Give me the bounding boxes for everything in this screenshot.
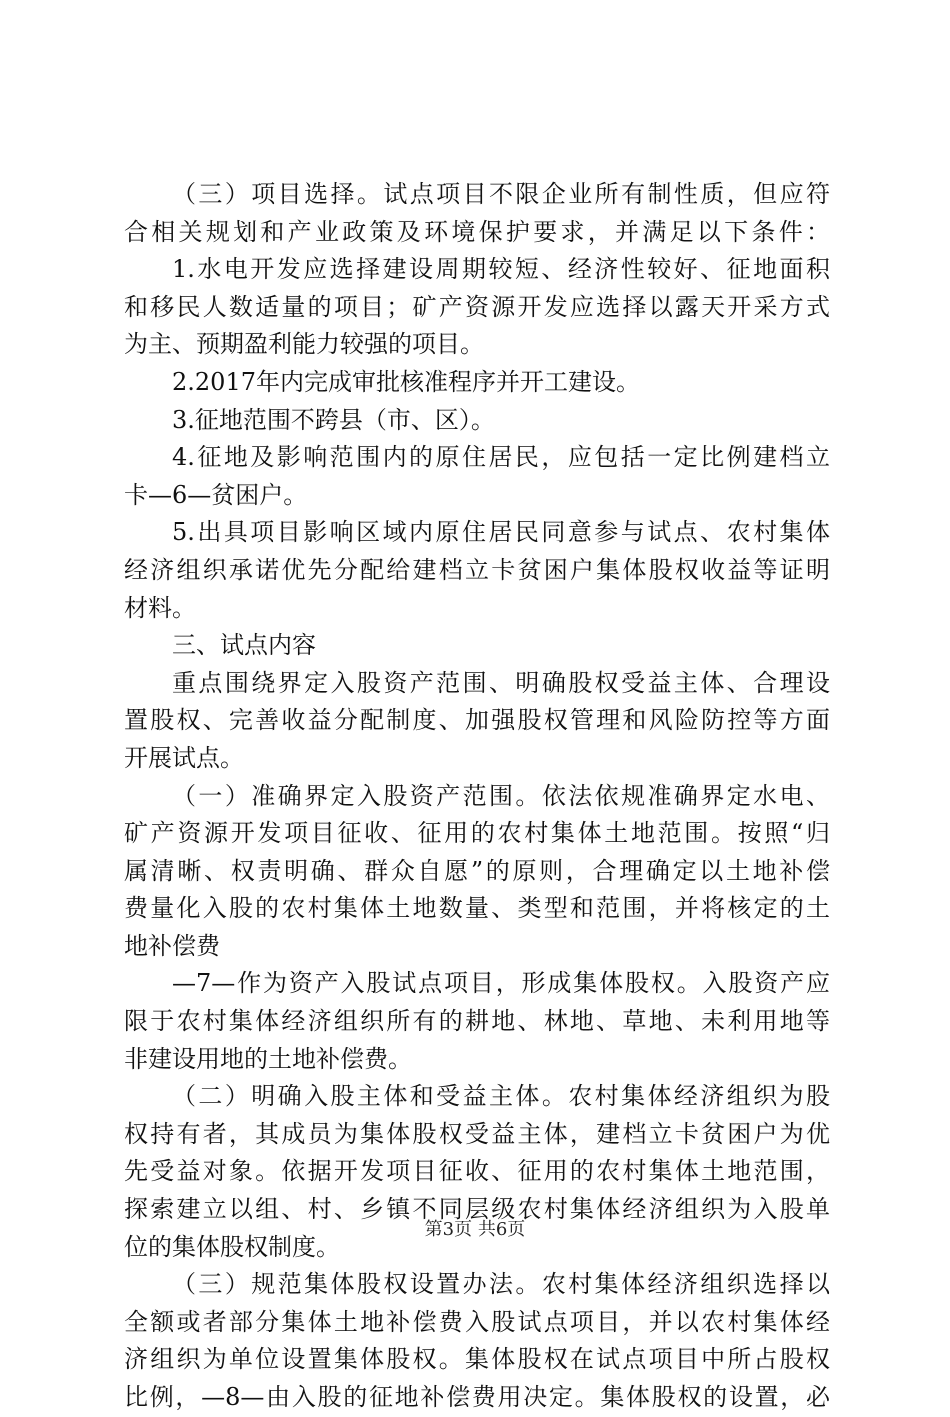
page-footer: 第3页 共6页 [424,1219,526,1240]
text-line: 重点围绕界定入股资产范围、明确股权受益主体、合理设 [172,668,830,697]
text-line: 为主、预期盈利能力较强的项目。 [124,330,484,359]
text-line: 费量化入股的农村集体土地数量、类型和范围，并将核定的土 [124,894,830,923]
text-line: 探索建立以组、村、乡镇不同层级农村集体经济组织为入股单 [124,1195,830,1224]
text-line: 位的集体股权制度。 [124,1232,340,1261]
text-line: 3.征地范围不跨县（市、区）。 [172,405,495,434]
text-line: （三）项目选择。试点项目不限企业所有制性质，但应符 [172,180,830,208]
text-line: 材料。 [124,593,196,622]
text-line: 非建设用地的土地补偿费。 [124,1044,412,1073]
text-line: 比例，—8—由入股的征地补偿费用决定。集体股权的设置，必 [124,1383,830,1411]
text-line: 卡—6—贫困户。 [124,480,308,509]
text-line: —7—作为资产入股试点项目，形成集体股权。入股资产应 [172,969,830,998]
text-line: 置股权、完善收益分配制度、加强股权管理和风险防控等方面 [124,706,830,735]
text-line: 开展试点。 [124,743,244,772]
text-line: 属清晰、权责明确、群众自愿”的原则，合理确定以土地补偿 [124,856,830,885]
text-line: 1.水电开发应选择建设周期较短、经济性较好、征地面积 [172,255,830,284]
text-line: 济组织为单位设置集体股权。集体股权在试点项目中所占股权 [124,1345,830,1374]
text-line: 三、试点内容 [172,631,316,660]
text-line: 先受益对象。依据开发项目征收、征用的农村集体土地范围， [124,1157,830,1186]
text-line: 矿产资源开发项目征收、征用的农村集体土地范围。按照“归 [124,819,830,848]
text-line: 合相关规划和产业政策及环境保护要求，并满足以下条件： [124,217,830,246]
text-line: 权持有者，其成员为集体股权受益主体，建档立卡贫困户为优 [124,1119,830,1148]
text-line: （二）明确入股主体和受益主体。农村集体经济组织为股 [172,1082,830,1111]
text-line: 地补偿费 [124,931,220,960]
text-line: 经济组织承诺优先分配给建档立卡贫困户集体股权收益等证明 [124,555,830,584]
text-line: 限于农村集体经济组织所有的耕地、林地、草地、未利用地等 [124,1007,830,1036]
text-line: （三）规范集体股权设置办法。农村集体经济组织选择以 [172,1270,830,1299]
text-line: 和移民人数适量的项目；矿产资源开发应选择以露天开采方式 [124,292,830,321]
text-line: 2.2017年内完成审批核准程序并开工建设。 [172,367,640,396]
text-line: 全额或者部分集体土地补偿费入股试点项目，并以农村集体经 [124,1307,830,1336]
text-line: 5.出具项目影响区域内原住居民同意参与试点、农村集体 [172,518,830,547]
text-line: （一）准确界定入股资产范围。依法依规准确界定水电、 [172,781,830,810]
text-line: 4.征地及影响范围内的原住居民，应包括一定比例建档立 [172,443,830,472]
